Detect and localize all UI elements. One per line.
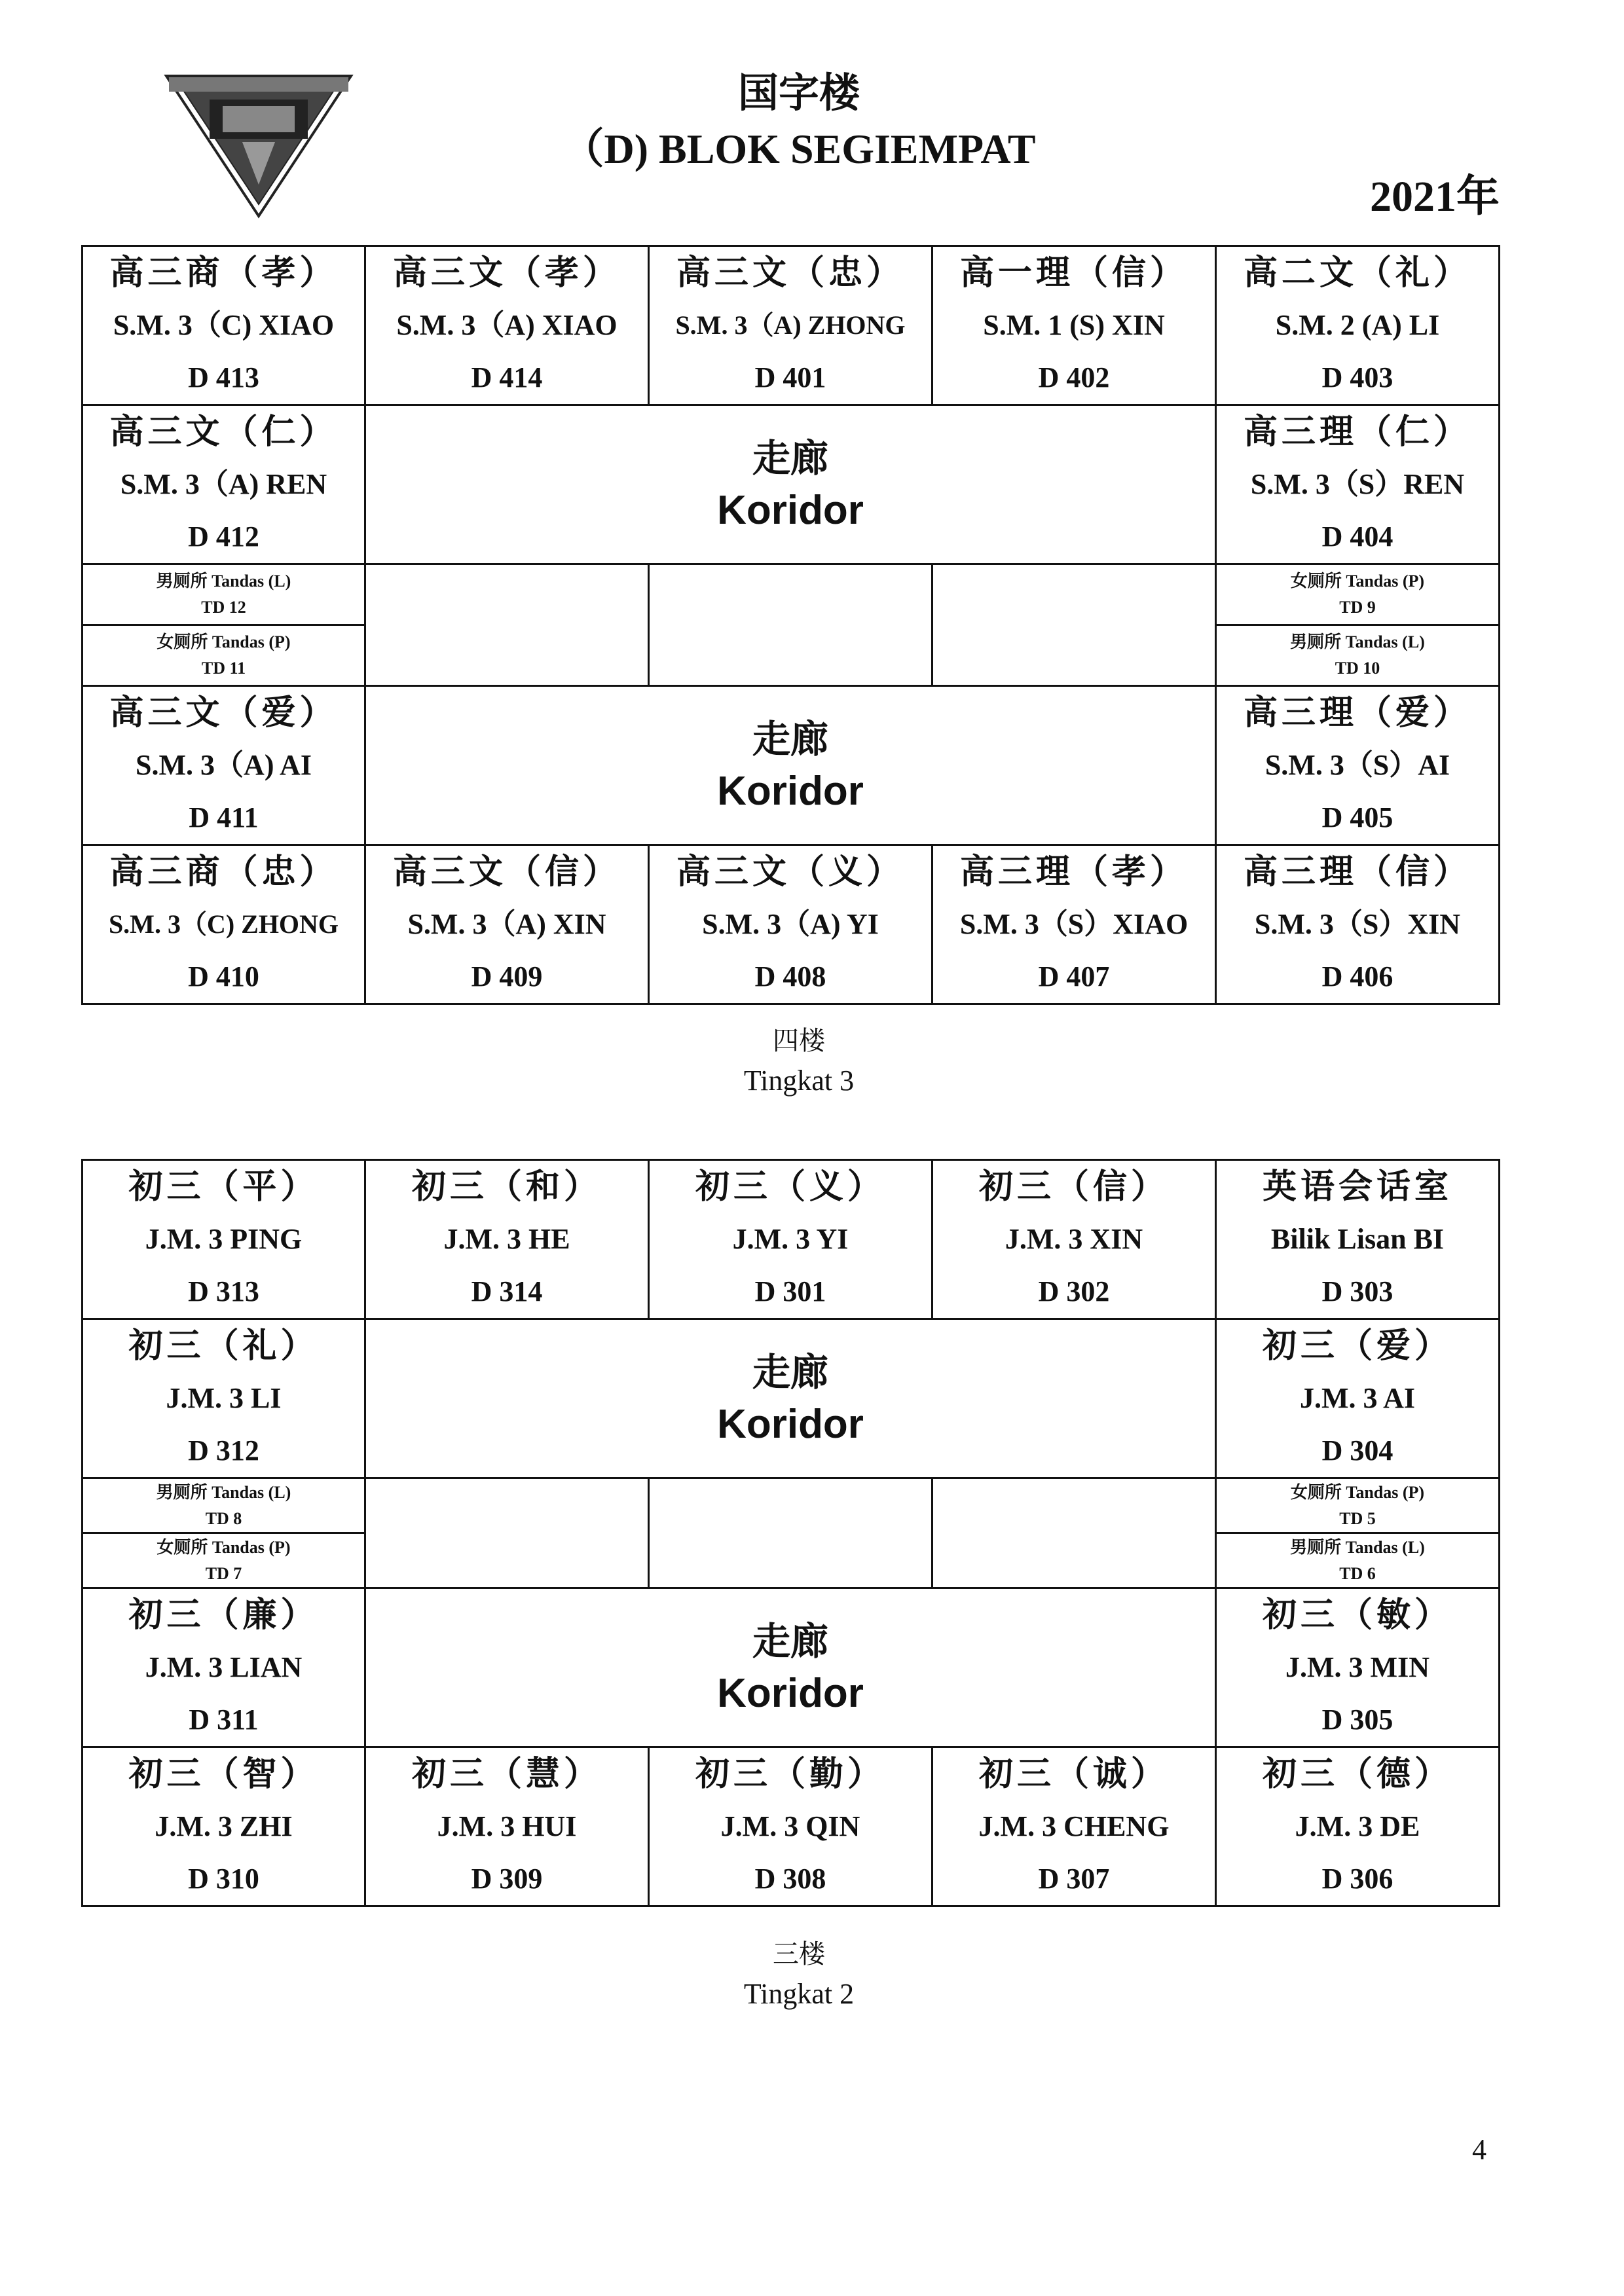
toilet-cell: 男厕所 Tandas (L) TD 8: [83, 1478, 365, 1533]
toilet-cell: 女厕所 Tandas (P) TD 9: [1216, 564, 1500, 625]
floor-caption-chinese: 四楼: [773, 1026, 825, 1055]
classroom-cell: 初三（智） J.M. 3 ZHI D 310: [83, 1747, 365, 1906]
empty-cell: [365, 1478, 649, 1588]
corridor-cell: 走廊 Koridor: [365, 686, 1216, 845]
classroom-cell: 高三商（忠） S.M. 3（C) ZHONG D 410: [83, 845, 365, 1004]
building-title-english: （D) BLOK SEGIEMPAT: [562, 126, 1036, 172]
classroom-cell: 初三（慧） J.M. 3 HUI D 309: [365, 1747, 649, 1906]
floor-caption-chinese: 三楼: [773, 1939, 825, 1969]
empty-cell: [365, 564, 649, 686]
empty-cell: [649, 1478, 932, 1588]
floor-plan-table-level-2: [81, 1159, 1500, 1907]
classroom-cell: 高三文（义） S.M. 3（A) YI D 408: [649, 845, 932, 1004]
toilet-cell: 女厕所 Tandas (P) TD 7: [83, 1533, 365, 1588]
toilet-cell: 男厕所 Tandas (L) TD 12: [83, 564, 365, 625]
floor-caption-malay: Tingkat 2: [743, 1978, 855, 2010]
classroom-cell: 高三理（信） S.M. 3（S）XIN D 406: [1216, 845, 1500, 1004]
classroom-cell: 英语会话室 Bilik Lisan BI D 303: [1216, 1160, 1500, 1319]
classroom-cell: 高二文（礼） S.M. 2 (A) LI D 403: [1216, 246, 1500, 405]
classroom-cell: 高三理（爱） S.M. 3（S）AI D 405: [1216, 686, 1500, 845]
classroom-cell: 初三（诚） J.M. 3 CHENG D 307: [932, 1747, 1216, 1906]
classroom-cell: 高三理（仁） S.M. 3（S）REN D 404: [1216, 405, 1500, 564]
classroom-cell: 初三（敏） J.M. 3 MIN D 305: [1216, 1588, 1500, 1747]
toilet-cell: 男厕所 Tandas (L) TD 6: [1216, 1533, 1500, 1588]
floor-caption-level-2: [0, 1935, 1598, 2014]
corridor-cell: 走廊 Koridor: [365, 1319, 1216, 1478]
year-label: 2021年: [1370, 173, 1500, 221]
corridor-cell: 走廊 Koridor: [365, 1588, 1216, 1747]
empty-cell: [932, 1478, 1216, 1588]
empty-cell: [932, 564, 1216, 686]
classroom-cell: 高三文（忠） S.M. 3（A) ZHONG D 401: [649, 246, 932, 405]
classroom-cell: 高三文（孝） S.M. 3（A) XIAO D 414: [365, 246, 649, 405]
classroom-cell: 高三商（孝） S.M. 3（C) XIAO D 413: [83, 246, 365, 405]
page-number: 4: [1472, 2134, 1486, 2166]
floor-caption-malay: Tingkat 3: [743, 1065, 855, 1097]
toilet-cell: 女厕所 Tandas (P) TD 11: [83, 625, 365, 686]
classroom-cell: 初三（爱） J.M. 3 AI D 304: [1216, 1319, 1500, 1478]
classroom-cell: 初三（礼） J.M. 3 LI D 312: [83, 1319, 365, 1478]
classroom-cell: 高一理（信） S.M. 1 (S) XIN D 402: [932, 246, 1216, 405]
classroom-cell: 高三文（仁） S.M. 3（A) REN D 412: [83, 405, 365, 564]
classroom-cell: 初三（信） J.M. 3 XIN D 302: [932, 1160, 1216, 1319]
classroom-cell: 高三文（爱） S.M. 3（A) AI D 411: [83, 686, 365, 845]
classroom-cell: 初三（德） J.M. 3 DE D 306: [1216, 1747, 1500, 1906]
toilet-cell: 男厕所 Tandas (L) TD 10: [1216, 625, 1500, 686]
classroom-cell: 初三（勤） J.M. 3 QIN D 308: [649, 1747, 932, 1906]
classroom-cell: 初三（平） J.M. 3 PING D 313: [83, 1160, 365, 1319]
floor-plan-table-level-3: [81, 245, 1500, 1005]
classroom-cell: 高三理（孝） S.M. 3（S）XIAO D 407: [932, 845, 1216, 1004]
floor-caption-level-3: [0, 1021, 1598, 1101]
classroom-cell: 初三（廉） J.M. 3 LIAN D 311: [83, 1588, 365, 1747]
empty-cell: [649, 564, 932, 686]
toilet-cell: 女厕所 Tandas (P) TD 5: [1216, 1478, 1500, 1533]
classroom-cell: 初三（和） J.M. 3 HE D 314: [365, 1160, 649, 1319]
classroom-cell: 初三（义） J.M. 3 YI D 301: [649, 1160, 932, 1319]
corridor-cell: 走廊 Koridor: [365, 405, 1216, 564]
classroom-cell: 高三文（信） S.M. 3（A) XIN D 409: [365, 845, 649, 1004]
building-title-chinese: 国字楼: [737, 69, 860, 117]
